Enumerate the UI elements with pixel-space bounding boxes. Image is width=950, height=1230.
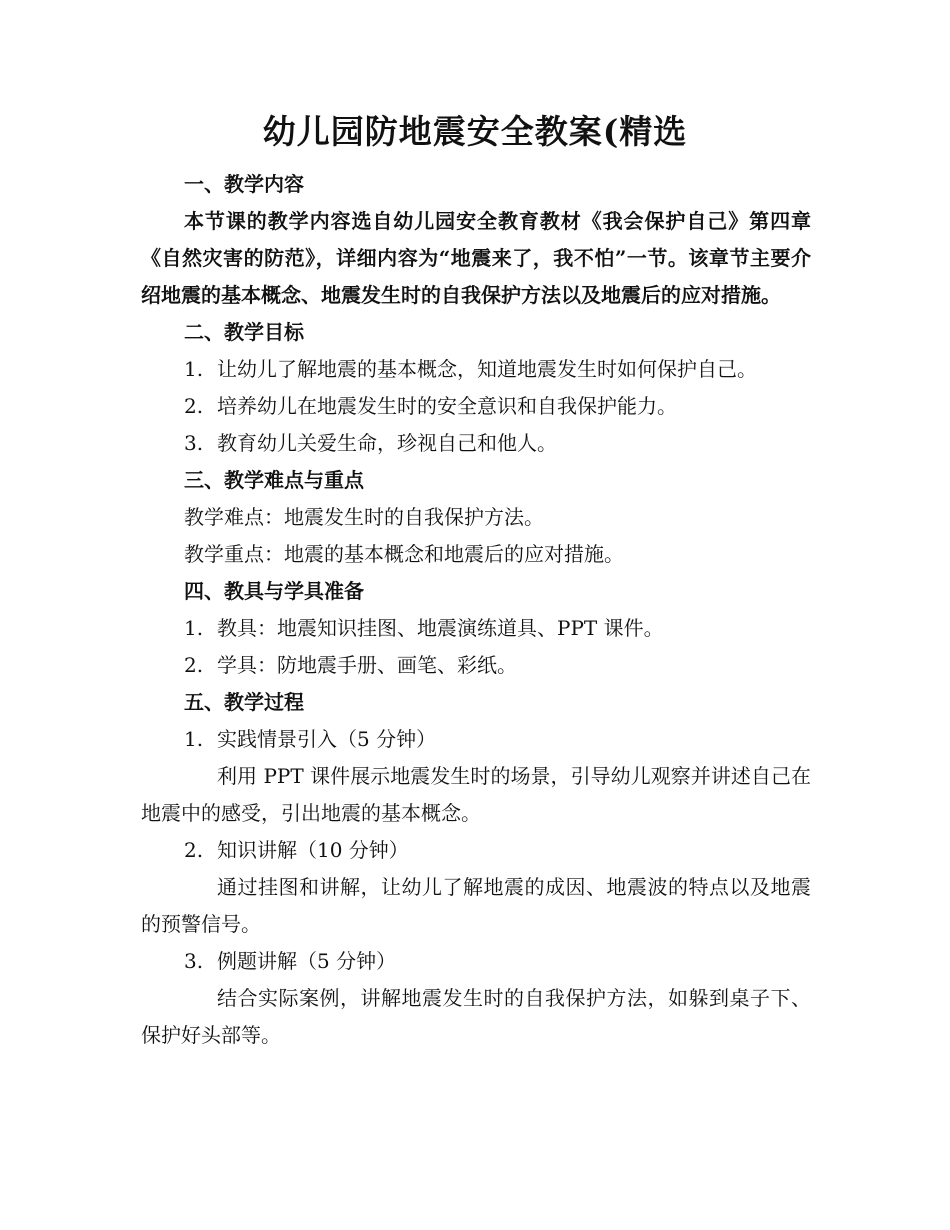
objective-item bbox=[141, 425, 811, 462]
objective-text: 让幼儿了解地震的基本概念，知道地震发生时如何保护自己。 bbox=[217, 357, 757, 381]
document-title: 幼儿园防地震安全教案(精选 bbox=[262, 112, 688, 151]
difficulty-line: 教学难点：地震发生时的自我保护方法。 bbox=[184, 505, 544, 529]
objective-number: 1. bbox=[184, 357, 204, 381]
material-text: 教具：地震知识挂图、地震演练道具、PPT 课件。 bbox=[217, 616, 664, 640]
material-item bbox=[141, 647, 811, 684]
step-title: 例题讲解（5 分钟） bbox=[217, 949, 397, 973]
step-number: 1. bbox=[184, 727, 204, 751]
focus-line: 教学重点：地震的基本概念和地震后的应对措施。 bbox=[184, 542, 624, 566]
document-body bbox=[141, 166, 811, 1054]
objective-text: 培养幼儿在地震发生时的安全意识和自我保护能力。 bbox=[217, 394, 677, 418]
step-detail: 利用 PPT 课件展示地震发生时的场景，引导幼儿观察并讲述自己在地震中的感受，引出地震的基本概念。 bbox=[141, 764, 811, 825]
section-heading-materials: 四、教具与学具准备 bbox=[184, 579, 364, 603]
objective-item bbox=[141, 351, 811, 388]
section-heading-content: 一、教学内容 bbox=[184, 172, 304, 196]
section-heading-objectives: 二、教学目标 bbox=[184, 320, 304, 344]
step-detail: 结合实际案例，讲解地震发生时的自我保护方法，如躲到桌子下、保护好头部等。 bbox=[141, 986, 811, 1047]
objective-number: 2. bbox=[184, 394, 204, 418]
section-heading-key-points: 三、教学难点与重点 bbox=[184, 468, 364, 492]
process-step bbox=[141, 943, 811, 980]
step-detail: 通过挂图和讲解，让幼儿了解地震的成因、地震波的特点以及地震的预警信号。 bbox=[141, 875, 811, 936]
material-number: 2. bbox=[184, 653, 204, 677]
material-text: 学具：防地震手册、画笔、彩纸。 bbox=[217, 653, 517, 677]
step-title: 知识讲解（10 分钟） bbox=[217, 838, 409, 862]
objective-text: 教育幼儿关爱生命，珍视自己和他人。 bbox=[217, 431, 557, 455]
step-number: 2. bbox=[184, 838, 204, 862]
step-number: 3. bbox=[184, 949, 204, 973]
objective-item bbox=[141, 388, 811, 425]
process-step bbox=[141, 832, 811, 869]
material-item bbox=[141, 610, 811, 647]
process-step bbox=[141, 721, 811, 758]
section-paragraph-content: 本节课的教学内容选自幼儿园安全教育教材《我会保护自己》第四章《自然灾害的防范》，详细内容为“地震来了，我不怕”一节。该章节主要介绍地震的基本概念、地震发生时的自我保护方法以及地震后的应对措施。 bbox=[141, 209, 811, 307]
step-title: 实践情景引入（5 分钟） bbox=[217, 727, 437, 751]
section-heading-process: 五、教学过程 bbox=[184, 690, 304, 714]
objective-number: 3. bbox=[184, 431, 204, 455]
material-number: 1. bbox=[184, 616, 204, 640]
